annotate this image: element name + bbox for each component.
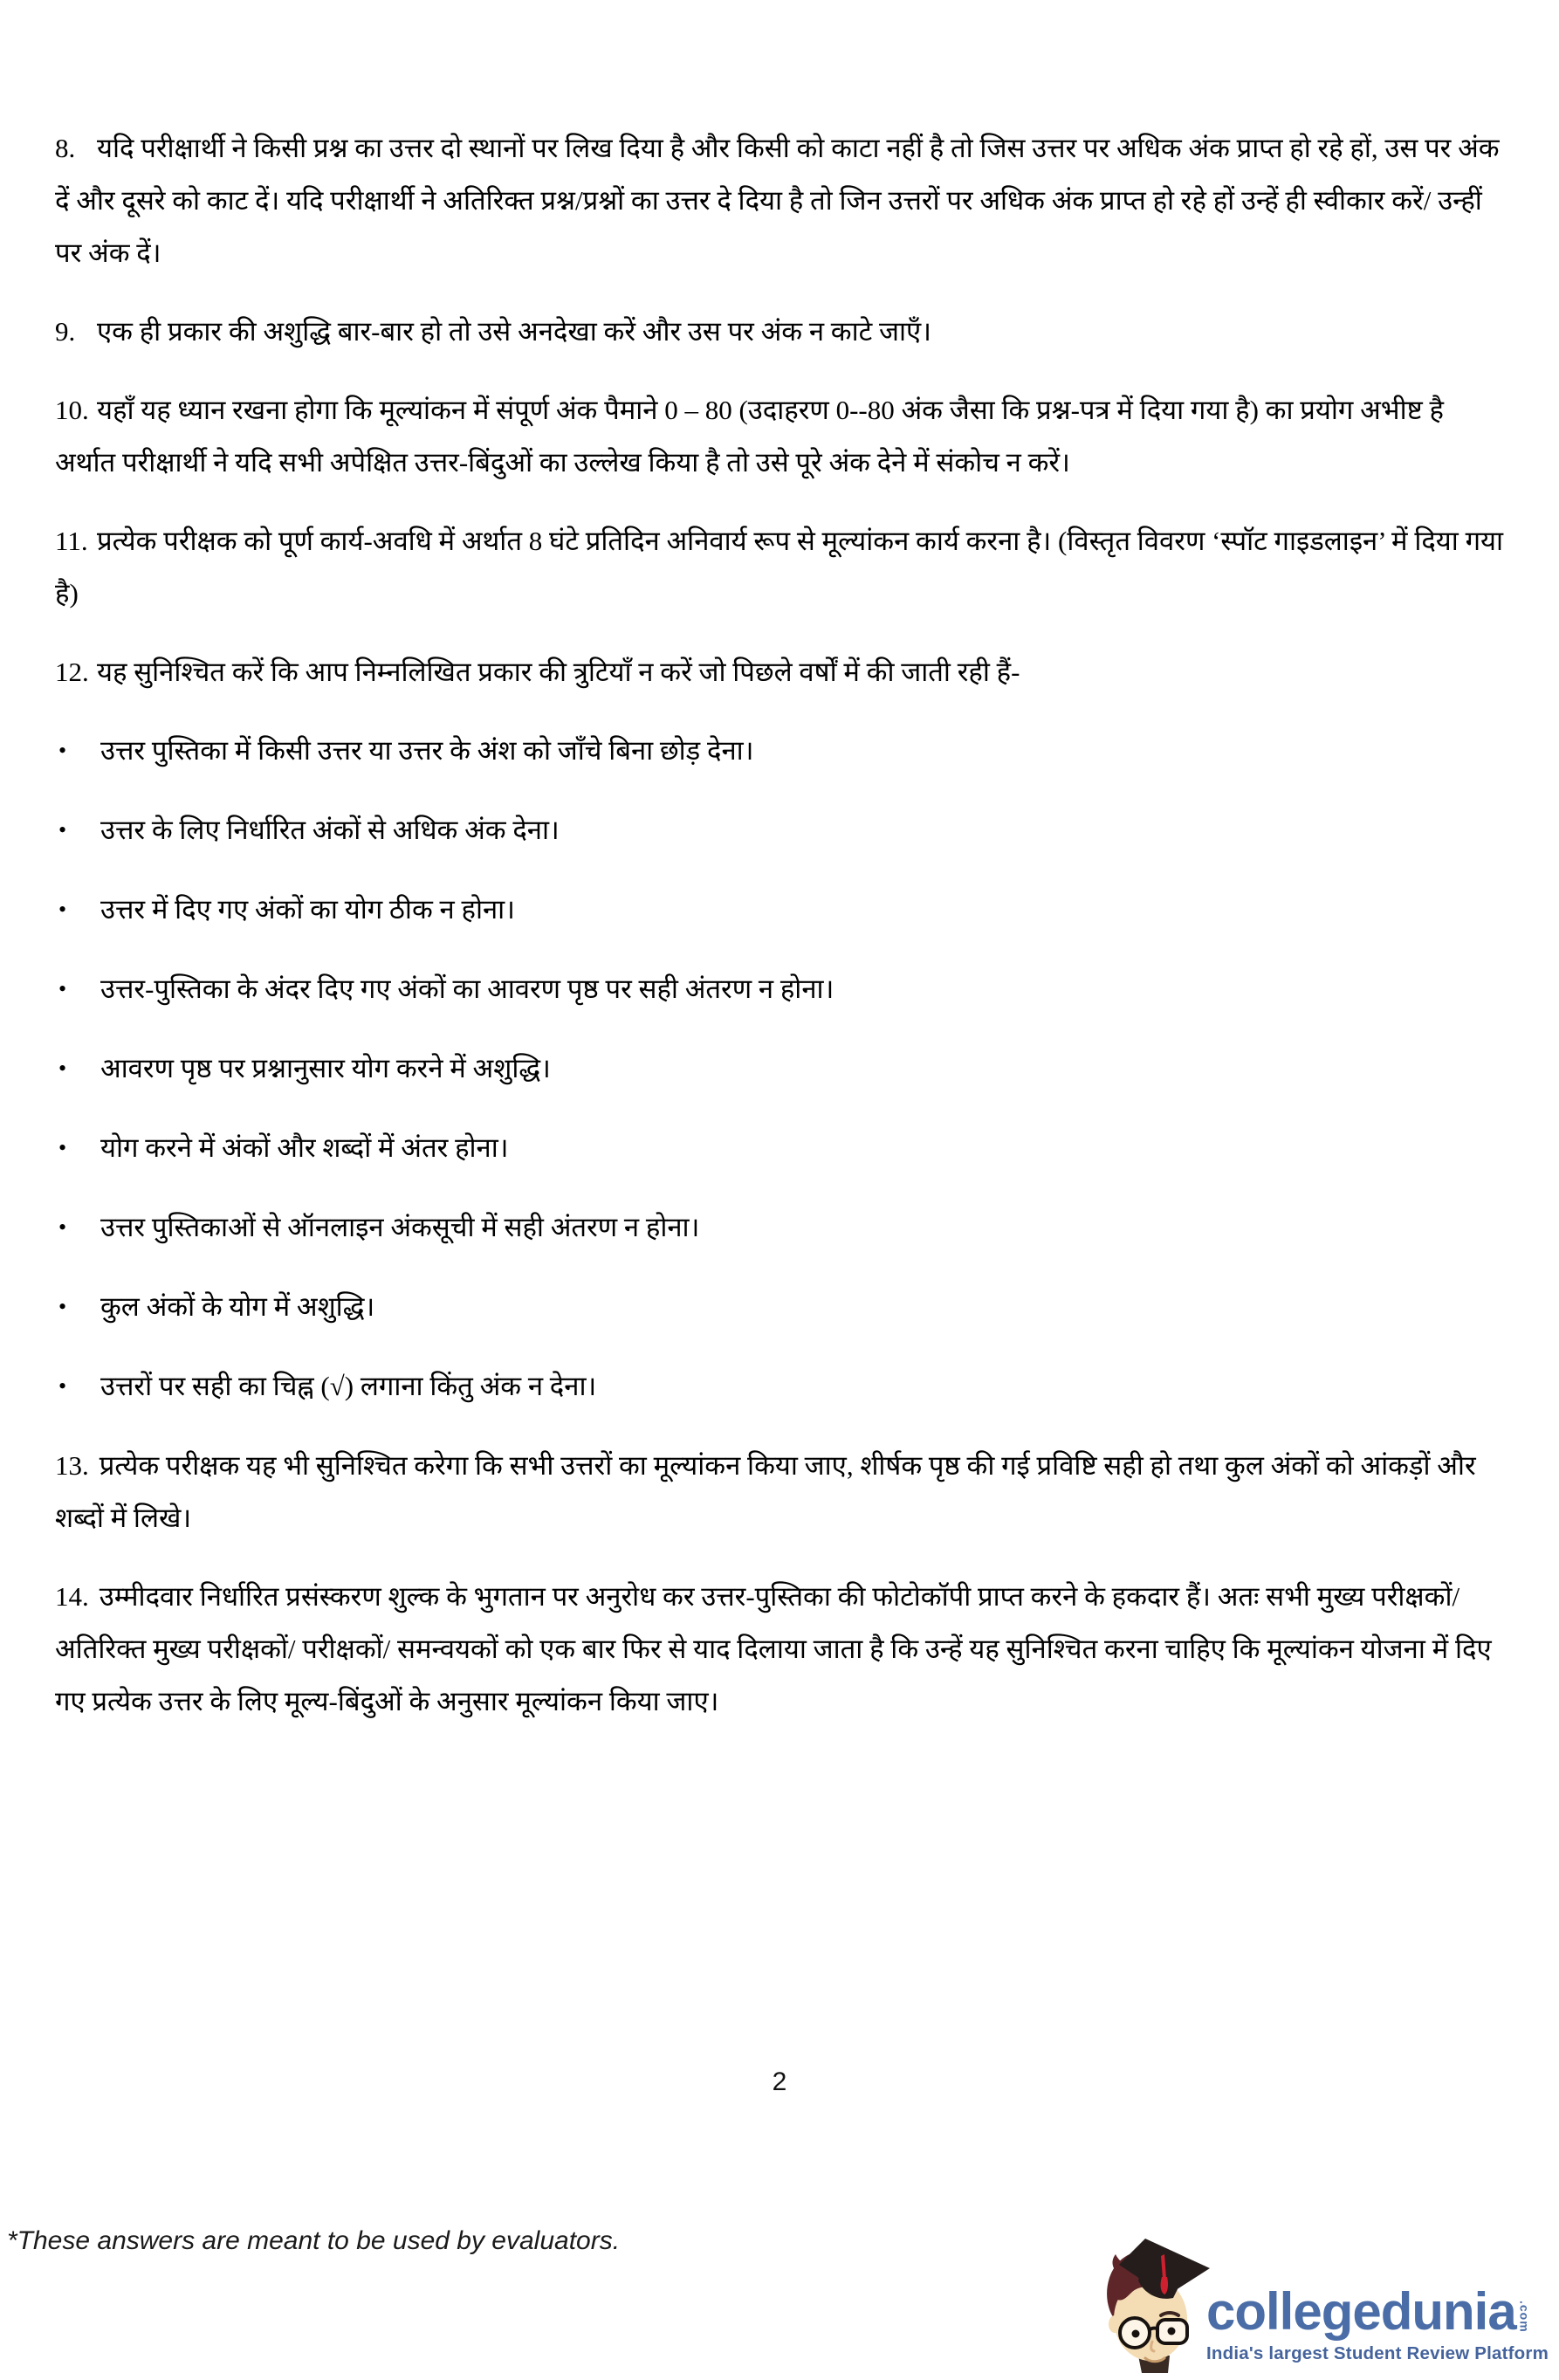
bullet-marker: • <box>58 897 67 922</box>
error-bullet-2 <box>55 804 1507 856</box>
graduate-boy-mascot-icon <box>1100 2235 1212 2377</box>
bullet-text: उत्तर के लिए निर्धारित अंकों से अधिक अंक देना। <box>100 815 560 845</box>
item-text: यहाँ यह ध्यान रखना होगा कि मूल्यांकन में संपूर्ण अंक पैमाने 0 – 80 (उदाहरण 0--80 अंक जैसा कि प्रश्न-पत्र में दिया गया है) का प्रयोग अभीष्ट है अर्थात परीक्षार्थी ने यदि सभी अपेक्षित उत्तर-बिंदुओं का उल्लेख किया है तो उसे पूरे अंक देने में संकोच न करें। <box>55 395 1444 478</box>
item-text: यदि परीक्षार्थी ने किसी प्रश्न का उत्तर दो स्थानों पर लिख दिया है और किसी को काटा नहीं है तो जिस उत्तर पर अधिक अंक प्राप्त हो रहे हों, उस पर अंक दें और दूसरे को काट दें। यदि परीक्षार्थी ने अतिरिक्त प्रश्न/प्रश्नों का उत्तर दे दिया है तो जिन उत्तरों पर अधिक अंक प्राप्त हो रहे हों उन्हें ही स्वीकार करें/ उन्हीं पर अंक दें। <box>55 133 1500 268</box>
document-content <box>55 122 1507 1754</box>
bullet-text: उत्तर-पुस्तिका के अंदर दिए गए अंकों का आवरण पृष्ठ पर सही अंतरण न होना। <box>100 973 834 1004</box>
item-number: 8. <box>55 133 76 163</box>
error-bullet-3 <box>55 884 1507 936</box>
instruction-item-12 <box>55 646 1507 698</box>
item-text: प्रत्येक परीक्षक को पूर्ण कार्य-अवधि में अर्थात 8 घंटे प्रतिदिन अनिवार्य रूप से मूल्यांकन कार्य करना है। (विस्तृत विवरण ‘स्पॉट गाइडलाइन’ में दिया गया है) <box>55 526 1504 609</box>
logo-domain-suffix: .com <box>1517 2301 1532 2333</box>
bullet-text: उत्तर में दिए गए अंकों का योग ठीक न होना। <box>100 894 515 925</box>
logo-wordmark: collegedunia <box>1205 2282 1516 2341</box>
bullet-marker: • <box>58 1135 67 1160</box>
item-text: उम्मीदवार निर्धारित प्रसंस्करण शुल्क के भुगतान पर अनुरोध कर उत्तर-पुस्तिका की फोटोकॉपी प्राप्त करने के हकदार हैं। अतः सभी मुख्य परीक्षकों/ अतिरिक्त मुख्य परीक्षकों/ परीक्षकों/ समन्वयकों को एक बार फिर से याद दिलाया जाता है कि उन्हें यह सुनिश्चित करना चाहिए कि मूल्यांकन योजना में दिए गए प्रत्येक उत्तर के लिए मूल्य-बिंदुओं के अनुसार मूल्यांकन किया जाए। <box>55 1581 1492 1716</box>
item-number: 13. <box>55 1450 89 1481</box>
error-bullet-8 <box>55 1281 1507 1333</box>
item-text: यह सुनिश्चित करें कि आप निम्नलिखित प्रकार की त्रुटियाँ न करें जो पिछले वर्षों में की जाती रही हैं- <box>97 657 1020 687</box>
bullet-marker: • <box>58 817 67 843</box>
error-bullet-4 <box>55 963 1507 1015</box>
item-text: एक ही प्रकार की अशुद्धि बार-बार हो तो उसे अनदेखा करें और उस पर अंक न काटे जाएँ। <box>97 316 931 347</box>
bullet-text: उत्तर पुस्तिका में किसी उत्तर या उत्तर के अंश को जाँचे बिना छोड़ देना। <box>100 735 754 766</box>
error-bullet-9 <box>55 1360 1507 1413</box>
bullet-marker: • <box>58 1056 67 1081</box>
logo-tagline: India's largest Student Review Platform <box>1205 2343 1549 2363</box>
bullet-text: उत्तरों पर सही का चिह्न (√) लगाना किंतु अंक न देना। <box>100 1371 597 1401</box>
instruction-item-11 <box>55 515 1507 620</box>
item-text: प्रत्येक परीक्षक यह भी सुनिश्चित करेगा कि सभी उत्तरों का मूल्यांकन किया जाए, शीर्षक पृष्ठ की गई प्रविष्टि सही हो तथा कुल अंकों को आंकड़ों और शब्दों में लिखे। <box>55 1450 1476 1533</box>
item-number: 10. <box>55 395 89 425</box>
bullet-marker: • <box>58 1214 67 1240</box>
error-bullet-6 <box>55 1122 1507 1174</box>
error-bullet-1 <box>55 725 1507 777</box>
instruction-item-13 <box>55 1440 1507 1544</box>
item-number: 9. <box>55 316 76 347</box>
bullet-marker: • <box>58 1373 67 1399</box>
logo-text <box>1205 2282 1549 2377</box>
bullet-text: आवरण पृष्ठ पर प्रश्नानुसार योग करने में अशुद्धि। <box>100 1053 551 1083</box>
item-number: 12. <box>55 657 89 687</box>
instruction-item-9 <box>55 306 1507 358</box>
bullet-text: योग करने में अंकों और शब्दों में अंतर होना। <box>100 1132 509 1163</box>
instruction-item-10 <box>55 384 1507 489</box>
instruction-item-14 <box>55 1571 1507 1728</box>
bullet-marker: • <box>58 1294 67 1319</box>
bullet-marker: • <box>58 738 67 763</box>
error-bullet-7 <box>55 1201 1507 1254</box>
collegedunia-logo <box>1100 2235 1549 2377</box>
bullet-marker: • <box>58 976 67 1001</box>
bullet-text: कुल अंकों के योग में अशुद्धि। <box>100 1291 375 1322</box>
bullet-text: उत्तर पुस्तिकाओं से ऑनलाइन अंकसूची में सही अंतरण न होना। <box>100 1212 700 1242</box>
item-number: 11. <box>55 526 88 556</box>
error-bullet-5 <box>55 1042 1507 1095</box>
evaluator-note: *These answers are meant to be used by evaluators. <box>7 2226 621 2255</box>
instruction-item-8 <box>55 122 1507 279</box>
item-number: 14. <box>55 1581 89 1612</box>
page-number: 2 <box>772 2067 787 2096</box>
